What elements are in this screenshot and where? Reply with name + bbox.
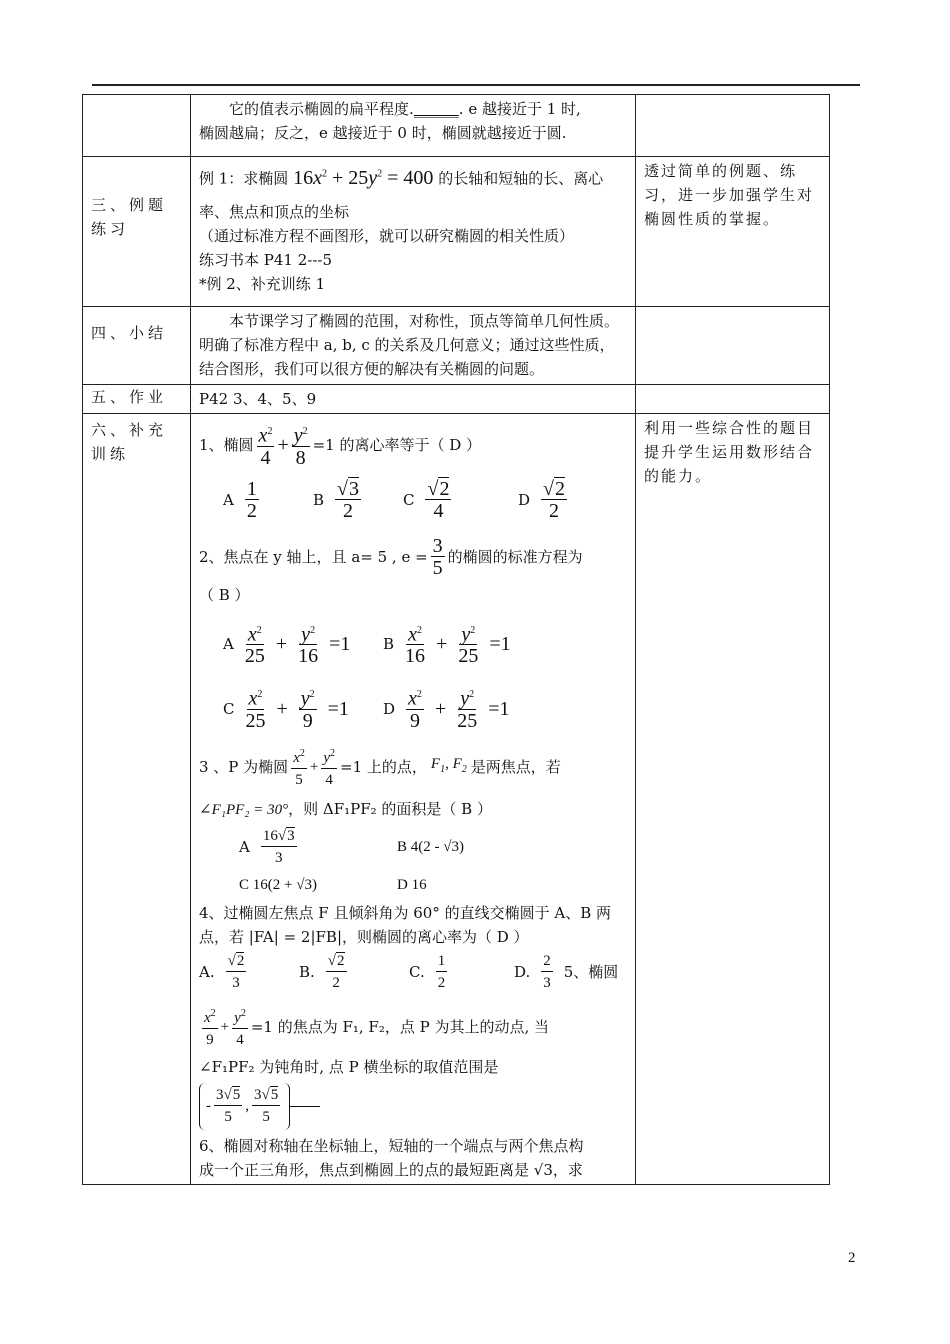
- q1-options: A $\frac{1}{2}$ B $\frac{√3}{2}$ C $\frac{√2}{4}$ D $\frac{√2}{2}$: [223, 477, 566, 522]
- remark-cell: 透过简单的例题、练习，进一步加强学生对椭圆性质的掌握。: [636, 157, 830, 307]
- table-row: [83, 157, 830, 307]
- table-row: [83, 307, 830, 385]
- content-cell: 它的值表示椭圆的扁平程度.______. e 越接近于 1 时, 椭圆越扁；反之，e 越接近于 0 时，椭圆就越接近于圆.: [191, 95, 636, 157]
- exercise-cell: 1、椭圆 $\frac{x^2}{4}$ + $\frac{y^2}{8}$ =1 的离心率等于（ D ） A $\frac{1}{2}$ B $\frac{√3}{2}$ C $\frac{√2}{4}$ D $\frac{√2}{2}$ 2、焦点在 y 轴上，且 a= 5 , e = $\frac{3}{5}$ 的椭圆的标准方程为 （ B ） A $\frac{x^2}{25}$ + $\frac{y^2}{16}$ =1 B $\frac{x^2}{16}$ + $\frac{y^2}{25}$ =1 C $\frac{x^2}{25}$ + $\frac{y^2}{9}$ =1 D $\frac{x^2}{9}$ + $\frac{y^2}{25}$ =1 3 、P 为椭圆 $\frac{x^2}{5}$ + $\frac{y^2}{4}$ =1 上的点， $F_1$, $F_2$ 是两焦点，若 ∠F₁PF₂ = 30°，则 ΔF₁PF₂ 的面积是（ B ） A $\frac{16√3}{3}$ B 4(2 - √3) C 16(2 + √3) D 16 4、过椭圆左焦点 F 且倾斜角为 60° 的直线交椭圆于 A、B 两 点，若 |FA| = 2|FB|，则椭圆的离心率为（ D ） A. $\frac{√2}{3}$ B. $\frac{√2}{2}$ C. $\frac{1}{2}$ D. $\frac{2}{3}$ 5、椭圆 $\frac{x^2}{9}$ + $\frac{y^2}{4}$ =1 的焦点为 F₁, F₂，点 P 为其上的动点, 当 ∠F₁PF₂ 为钝角时, 点 P 横坐标的取值范围是 - $\frac{3√5}{5}$ , $\frac{3√5}{5}$ 6、椭圆对称轴在坐标轴上，短轴的一个端点与两个焦点构 成一个正三角形，焦点到椭圆上的点的最短距离是 √3，求: [191, 414, 636, 1185]
- question-3: 3 、P 为椭圆 $\frac{x^2}{5}$ + $\frac{y^2}{4}$ =1 上的点， $F_1$, $F_2$ 是两焦点，若: [199, 744, 627, 791]
- remark-cell-empty: [636, 95, 830, 157]
- section-cell-empty: [83, 95, 191, 157]
- remark-cell-empty: [636, 385, 830, 414]
- section-label: 三、例题练习: [83, 157, 191, 307]
- question-2: 2、焦点在 y 轴上，且 a= 5 , e = $\frac{3}{5}$ 的椭圆的标准方程为: [199, 534, 583, 579]
- lesson-table: [82, 94, 830, 1185]
- q2-options-ab: A $\frac{x^2}{25}$ + $\frac{y^2}{16}$ =1 B $\frac{x^2}{16}$ + $\frac{y^2}{25}$ =1: [223, 621, 627, 668]
- question-5: $\frac{x^2}{9}$ + $\frac{y^2}{4}$ =1 的焦点为 F₁, F₂，点 P 为其上的动点, 当: [199, 1004, 627, 1051]
- question-6: 6、椭圆对称轴在坐标轴上，短轴的一个端点与两个焦点构 成一个正三角形，焦点到椭圆上的点的最短距离是 √3，求: [199, 1136, 584, 1179]
- section-label: 六、补充训练: [83, 414, 191, 1185]
- q3-options-ab: A $\frac{16√3}{3}$ B 4(2 - √3): [239, 827, 464, 866]
- header-rule: [92, 84, 860, 86]
- q4-options: A. $\frac{√2}{3}$ B. $\frac{√2}{2}$ C. $\frac{1}{2}$ D. $\frac{2}{3}$ 5、椭圆: [199, 952, 619, 991]
- remark-cell-empty: [636, 307, 830, 385]
- table-row: [83, 414, 830, 1185]
- question-1: 1、椭圆 $\frac{x^2}{4}$ + $\frac{y^2}{8}$ =1 的离心率等于（ D ）: [199, 422, 627, 469]
- q5-answer-range: - $\frac{3√5}{5}$ , $\frac{3√5}{5}$: [199, 1079, 627, 1134]
- q2-options-cd: C $\frac{x^2}{25}$ + $\frac{y^2}{9}$ =1 D $\frac{x^2}{9}$ + $\frac{y^2}{25}$ =1: [223, 685, 627, 732]
- table-row: [83, 385, 830, 414]
- ellipse-equation: $16x^2 + 25y^2 = 400$: [293, 166, 434, 189]
- remark-cell: 利用一些综合性的题目提升学生运用数形结合的能力。: [636, 414, 830, 1185]
- homework-text: P42 3、4、5、9: [191, 385, 636, 414]
- content-cell: 例 1：求椭圆 $16x^2 + 25y^2 = 400$ 的长轴和短轴的长、离心 率、焦点和顶点的坐标 （通过标准方程不画图形，就可以研究椭圆的相关性质） 练习书本 P41 2---5 *例 2、补充训练 1: [191, 157, 636, 307]
- question-4: 4、过椭圆左焦点 F 且倾斜角为 60° 的直线交椭圆于 A、B 两 点，若 |FA| = 2|FB|，则椭圆的离心率为（ D ）: [199, 903, 612, 946]
- fill-blank: ______: [413, 100, 459, 118]
- table-row: [83, 95, 830, 157]
- q3-options-cd: C 16(2 + √3) D 16: [239, 876, 427, 893]
- section-label: 四、小结: [83, 307, 191, 385]
- q3-angle-line: ∠F₁PF₂ = 30°，则 ΔF₁PF₂ 的面积是（ B ）: [199, 799, 492, 818]
- page-number: 2: [848, 1250, 856, 1266]
- summary-text: 本节课学习了椭圆的范围，对称性，顶点等简单几何性质。明确了标准方程中 a, b, c 的关系及几何意义；通过这些性质，结合图形，我们可以很方便的解决有关椭圆的问题。: [191, 307, 636, 385]
- section-label: 五、作业: [83, 385, 191, 414]
